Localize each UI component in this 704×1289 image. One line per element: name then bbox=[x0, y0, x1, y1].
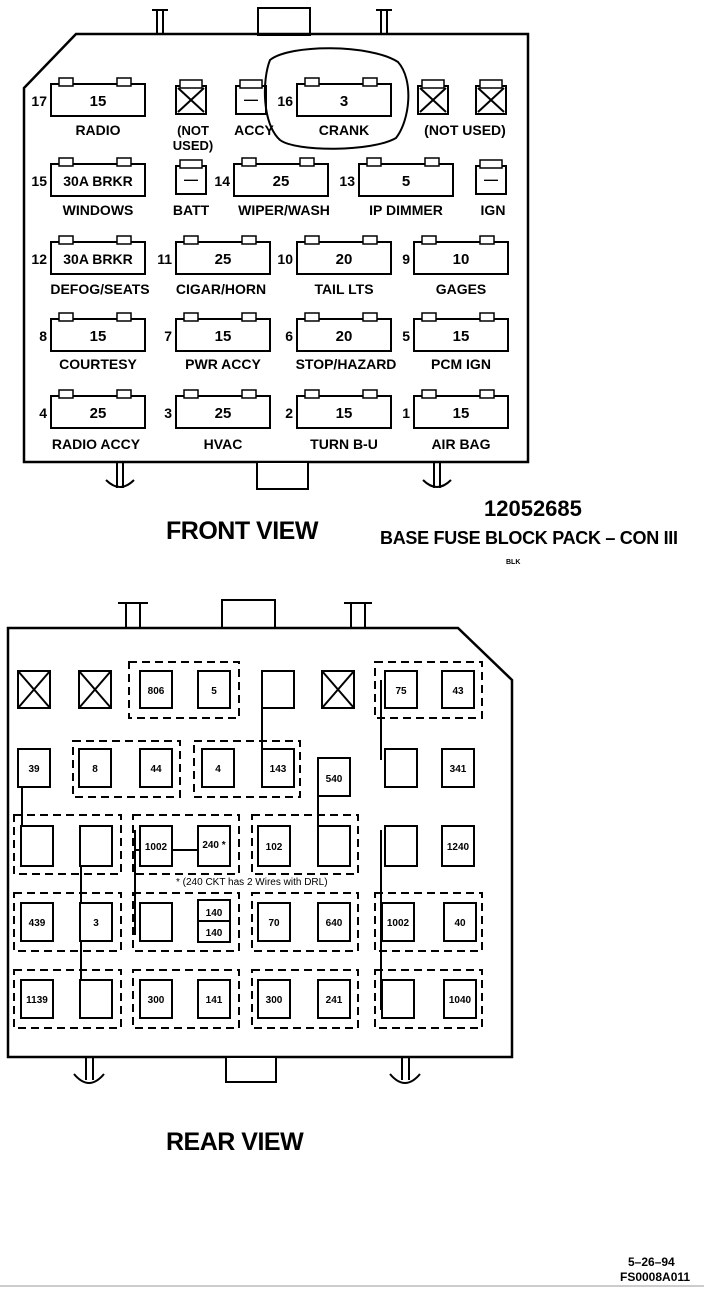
rear-cell bbox=[140, 903, 172, 941]
rear-cell bbox=[262, 749, 294, 787]
rear-cell bbox=[442, 826, 474, 866]
fuse-14-wiper-wash bbox=[214, 158, 329, 218]
fuse-13-ip-dimmer bbox=[339, 158, 453, 218]
fuse-rating: — bbox=[244, 91, 258, 107]
cell-label: 5 bbox=[211, 686, 217, 697]
fuse-2-turn-b-u bbox=[285, 390, 391, 452]
rear-cell bbox=[140, 749, 172, 787]
fuse-not-used-1 bbox=[173, 80, 213, 153]
not-used-label: (NOT USED) bbox=[424, 122, 506, 138]
fuse-number: 12 bbox=[31, 251, 47, 267]
cell-label: 640 bbox=[325, 918, 343, 929]
cell-label: 540 bbox=[325, 774, 343, 785]
fuse-rating: — bbox=[484, 171, 498, 187]
fuse-number: 13 bbox=[339, 173, 355, 189]
rear-cell bbox=[202, 749, 234, 787]
cell-label: 1040 bbox=[448, 995, 472, 1006]
rear-bottom-tabs bbox=[74, 1057, 420, 1083]
cell-label: 341 bbox=[449, 764, 467, 775]
rear-cell bbox=[385, 826, 417, 866]
fuse-number: 5 bbox=[402, 328, 410, 344]
fuse-number: 2 bbox=[285, 405, 293, 421]
fuse-label: COURTESY bbox=[59, 356, 137, 372]
fuse-4-radio-accy bbox=[39, 390, 145, 452]
front-bottom-tabs bbox=[106, 462, 451, 489]
fuse-label: PWR ACCY bbox=[185, 356, 261, 372]
fuse-15-windows bbox=[31, 158, 145, 218]
fuse-rating: 15 bbox=[335, 405, 353, 422]
rear-cell bbox=[80, 826, 112, 866]
cell-label: 300 bbox=[265, 995, 283, 1006]
fuse-label: CIGAR/HORN bbox=[175, 281, 267, 297]
fuse-batt bbox=[173, 160, 210, 218]
fuse-7-pwr-accy bbox=[164, 313, 270, 372]
fuse-rating: 15 bbox=[89, 328, 107, 345]
fuse-label: WIPER/WASH bbox=[238, 202, 330, 218]
cell-label: 141 bbox=[205, 995, 223, 1006]
rear-cell bbox=[318, 980, 350, 1018]
rear-cell bbox=[258, 980, 290, 1018]
cell-label: 3 bbox=[93, 918, 99, 929]
fuse-9-gages bbox=[402, 236, 508, 297]
fuse-rating: 10 bbox=[452, 251, 470, 268]
fuse-17-radio bbox=[31, 78, 145, 138]
cell-label: 140 bbox=[205, 928, 223, 939]
fuse-number: 6 bbox=[285, 328, 293, 344]
fuse-label: STOP/HAZARD bbox=[295, 356, 397, 372]
rear-view bbox=[8, 600, 512, 1083]
fuse-number: 14 bbox=[214, 173, 230, 189]
color-code: BLK bbox=[506, 559, 521, 566]
cell-label: 439 bbox=[28, 918, 46, 929]
rear-cell bbox=[385, 749, 417, 787]
fuse-label: CRANK bbox=[318, 122, 370, 138]
fuse-number: 7 bbox=[164, 328, 172, 344]
cell-label: 1002 bbox=[386, 918, 410, 929]
fuse-number: 8 bbox=[39, 328, 47, 344]
fuse-number: 11 bbox=[157, 251, 172, 267]
cell-label: 140 bbox=[205, 908, 223, 919]
fuse-8-courtesy bbox=[39, 313, 145, 372]
fuse-label: PCM IGN bbox=[431, 356, 491, 372]
rear-cell bbox=[258, 826, 290, 866]
rear-cell bbox=[21, 903, 53, 941]
fuse-label: AIR BAG bbox=[431, 436, 491, 452]
rear-cell bbox=[80, 980, 112, 1018]
document-date: 5–26–94 bbox=[628, 1255, 675, 1269]
rear-cell bbox=[79, 749, 111, 787]
fuse-number: 16 bbox=[277, 93, 293, 109]
fuse-rating: 30A BRKR bbox=[63, 251, 133, 267]
cell-label: 8 bbox=[92, 764, 98, 775]
fuse-16-crank bbox=[265, 48, 408, 149]
document-code: FS0008A011 bbox=[620, 1270, 691, 1284]
cell-label: 39 bbox=[28, 764, 40, 775]
fuse-11-cigar-horn bbox=[157, 236, 270, 297]
rear-cell bbox=[18, 749, 50, 787]
rear-cell bbox=[80, 903, 112, 941]
fuse-number: 9 bbox=[402, 251, 410, 267]
footnote: * (240 CKT has 2 Wires with DRL) bbox=[176, 877, 328, 888]
fuse-label: DEFOG/SEATS bbox=[50, 281, 150, 297]
fuse-rating: 15 bbox=[452, 405, 470, 422]
part-number: 12052685 bbox=[484, 496, 582, 521]
cell-label: 806 bbox=[147, 686, 165, 697]
cell-label: 1002 bbox=[144, 842, 168, 853]
rear-cell-not-used bbox=[322, 671, 354, 708]
rear-cell bbox=[442, 749, 474, 787]
cell-label: 44 bbox=[150, 764, 162, 775]
cell-label: 1139 bbox=[26, 995, 48, 1006]
rear-cell bbox=[140, 826, 172, 866]
fuse-rating: 15 bbox=[214, 328, 232, 345]
cell-label: 300 bbox=[147, 995, 165, 1006]
fuse-label: (NOT bbox=[177, 123, 209, 138]
fuse-number: 17 bbox=[31, 93, 47, 109]
cell-label: 40 bbox=[454, 918, 466, 929]
cell-label: 70 bbox=[268, 918, 280, 929]
rear-cell bbox=[318, 903, 350, 941]
fuse-rating: 20 bbox=[335, 251, 353, 268]
fuse-rating: 15 bbox=[89, 93, 107, 110]
cell-label: 143 bbox=[269, 764, 287, 775]
cell-label: 240 * bbox=[202, 840, 226, 851]
rear-cell bbox=[382, 903, 414, 941]
rear-cell bbox=[258, 903, 290, 941]
fuse-label: HVAC bbox=[203, 436, 243, 452]
fuse-number: 3 bbox=[164, 405, 172, 421]
fuse-not-used-3 bbox=[476, 80, 506, 114]
cell-label: 241 bbox=[325, 995, 343, 1006]
fuse-label: RADIO ACCY bbox=[51, 436, 141, 452]
fuse-label: WINDOWS bbox=[62, 202, 134, 218]
rear-cell bbox=[444, 903, 476, 941]
rear-cell bbox=[198, 826, 230, 866]
fuse-6-stop-hazard bbox=[285, 313, 396, 372]
front-view bbox=[24, 8, 528, 489]
fuse-number: 10 bbox=[277, 251, 293, 267]
rear-cell bbox=[140, 671, 172, 708]
fuse-rating: 30A BRKR bbox=[63, 173, 133, 189]
cell-label: 1240 bbox=[446, 842, 470, 853]
rear-cell bbox=[21, 980, 53, 1018]
fuse-12-defog-seats bbox=[31, 236, 149, 297]
fuse-rating: 20 bbox=[335, 328, 353, 345]
rear-cell-not-used bbox=[18, 671, 50, 708]
rear-cell bbox=[140, 980, 172, 1018]
rear-cell bbox=[385, 671, 417, 708]
fuse-3-hvac bbox=[164, 390, 270, 452]
fuse-rating: 25 bbox=[272, 173, 290, 190]
rear-cell bbox=[262, 671, 294, 708]
fuse-ign bbox=[476, 160, 506, 218]
fuse-10-tail-lts bbox=[277, 236, 391, 297]
fuse-rating: 3 bbox=[339, 93, 349, 110]
fuse-number: 4 bbox=[39, 405, 47, 421]
rear-cell bbox=[382, 980, 414, 1018]
fuse-rating: 25 bbox=[214, 405, 232, 422]
front-view-title: FRONT VIEW bbox=[166, 517, 318, 545]
cell-label: 4 bbox=[215, 764, 221, 775]
fuse-1-air-bag bbox=[402, 390, 508, 452]
cell-label: 43 bbox=[452, 686, 464, 697]
fuse-label: IP DIMMER bbox=[369, 202, 443, 218]
rear-top-tabs bbox=[118, 600, 372, 628]
cell-label: 75 bbox=[395, 686, 407, 697]
fuse-5-pcm-ign bbox=[402, 313, 508, 372]
rear-cell-not-used bbox=[79, 671, 111, 708]
rear-cell bbox=[198, 980, 230, 1018]
rear-view-title: REAR VIEW bbox=[166, 1128, 304, 1156]
fuse-label: GAGES bbox=[435, 281, 487, 297]
fuse-label: BATT bbox=[172, 202, 210, 218]
fuse-label: ACCY bbox=[234, 122, 274, 138]
fuse-accy bbox=[234, 80, 274, 138]
fuse-rating: — bbox=[184, 171, 198, 187]
front-top-tabs bbox=[152, 8, 392, 35]
pack-name: BASE FUSE BLOCK PACK – CON III bbox=[380, 528, 678, 548]
fuse-number: 1 bbox=[402, 405, 410, 421]
fuse-rating: 15 bbox=[452, 328, 470, 345]
fuse-not-used-2 bbox=[418, 80, 448, 114]
fuse-rating: 25 bbox=[214, 251, 232, 268]
fuse-label: RADIO bbox=[75, 122, 121, 138]
rear-cell bbox=[198, 671, 230, 708]
cell-label: 102 bbox=[265, 842, 283, 853]
rear-cell bbox=[444, 980, 476, 1018]
rear-cell bbox=[318, 758, 350, 796]
rear-cell bbox=[442, 671, 474, 708]
fuse-label: IGN bbox=[480, 202, 506, 218]
rear-cell bbox=[318, 826, 350, 866]
rear-cell bbox=[21, 826, 53, 866]
fuse-rating: 5 bbox=[401, 173, 411, 190]
fuse-label: TAIL LTS bbox=[314, 281, 374, 297]
fuse-label: USED) bbox=[172, 138, 214, 153]
rear-cell-split bbox=[198, 900, 230, 942]
fuse-rating: 25 bbox=[89, 405, 107, 422]
fuse-number: 15 bbox=[31, 173, 47, 189]
fuse-label: TURN B-U bbox=[310, 436, 378, 452]
